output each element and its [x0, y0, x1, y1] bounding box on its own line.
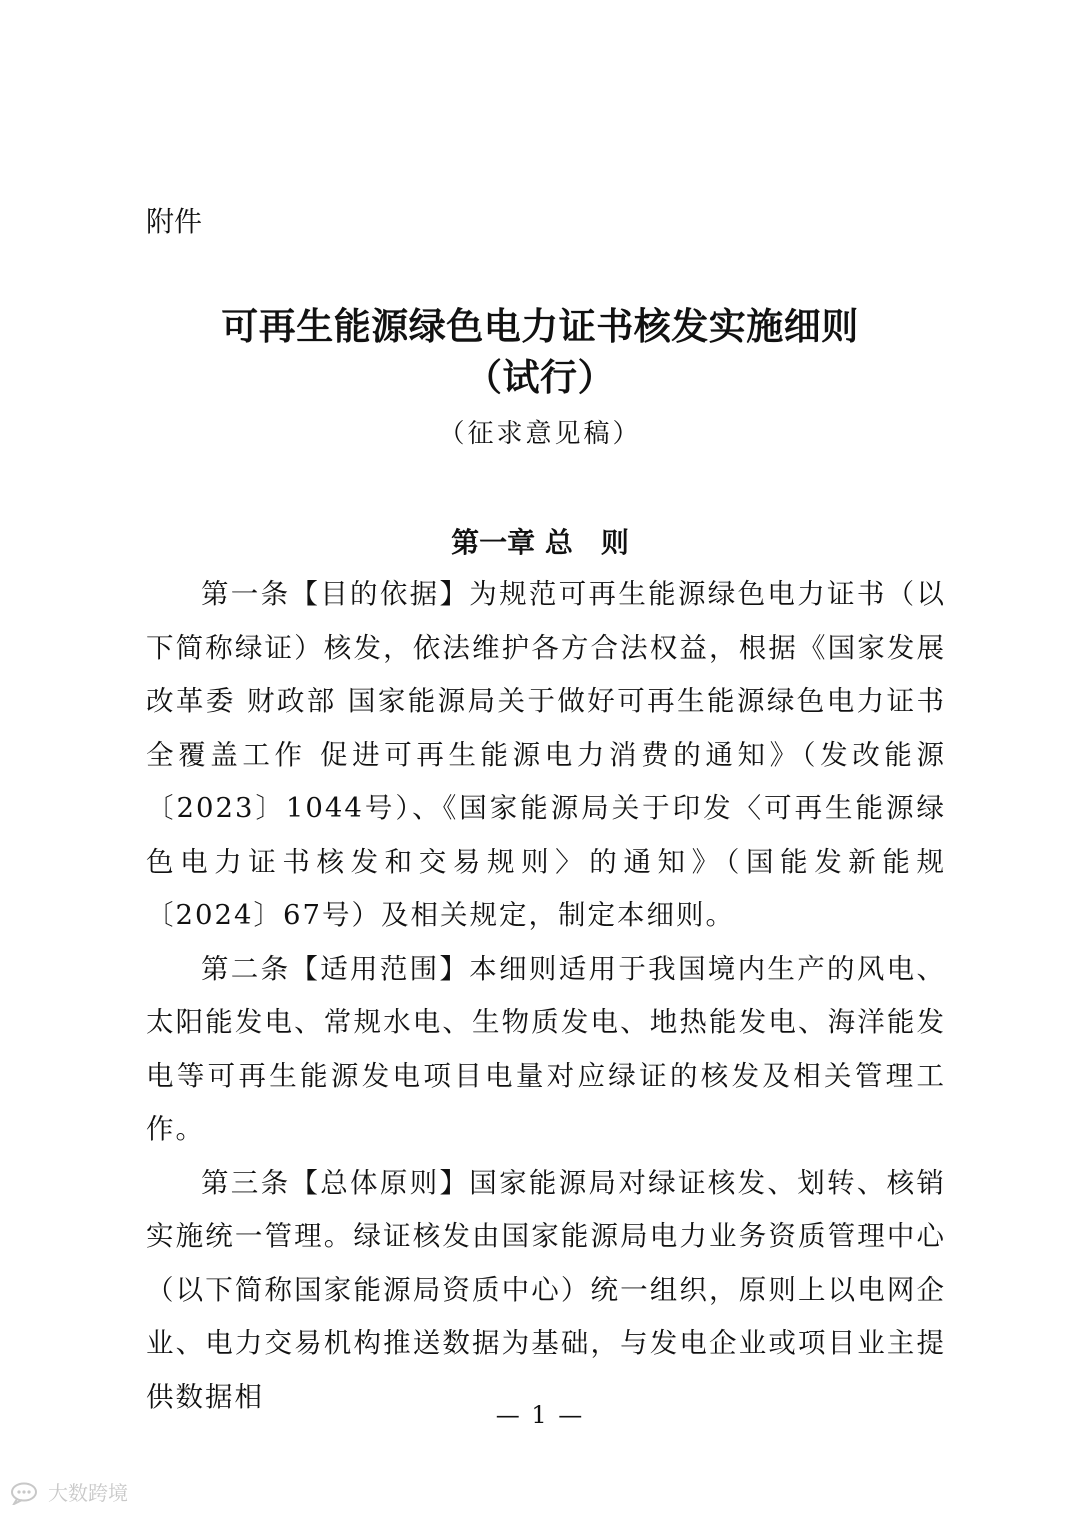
attachment-label: 附件	[146, 205, 203, 238]
article-3-paragraph: 第三条【总体原则】国家能源局对绿证核发、划转、核销实施统一管理。绿证核发由国家能源局电力业务资质管理中心（以下简称国家能源局资质中心）统一组织，原则上以电网企业、电力交易机构推送数据为基础，与发电企业或项目业主提供数据相	[146, 1166, 946, 1413]
article-2-paragraph: 第二条【适用范围】本细则适用于我国境内生产的风电、太阳能发电、常规水电、生物质发电、地热能发电、海洋能发电等可再生能源发电项目电量对应绿证的核发及相关管理工作。	[146, 952, 946, 1145]
page-number: — 1 —	[495, 1401, 585, 1429]
body-text	[146, 568, 946, 1424]
watermark	[10, 1478, 128, 1508]
document-title: 可再生能源绿色电力证书核发实施细则	[221, 305, 859, 348]
chapter-heading: 第一章 总 则	[451, 526, 629, 559]
chat-bubble-icon	[10, 1481, 42, 1505]
document-subtitle: （征求意见稿）	[438, 419, 642, 449]
watermark-text: 大数跨境	[48, 1481, 128, 1505]
document-title-note: （试行）	[465, 356, 615, 399]
article-1-paragraph: 第一条【目的依据】为规范可再生能源绿色电力证书（以下简称绿证）核发，依法维护各方合法权益，根据《国家发展改革委 财政部 国家能源局关于做好可再生能源绿色电力证书全覆盖工作 促进可再生能源电力消费的通知》（发改能源〔2023〕1044号）、《国家能源局关于印发〈可再生能源绿色电力证书核发和交易规则〉的通知》（国能发新能规〔2024〕67号）及相关规定，制定本细则。	[146, 578, 946, 931]
